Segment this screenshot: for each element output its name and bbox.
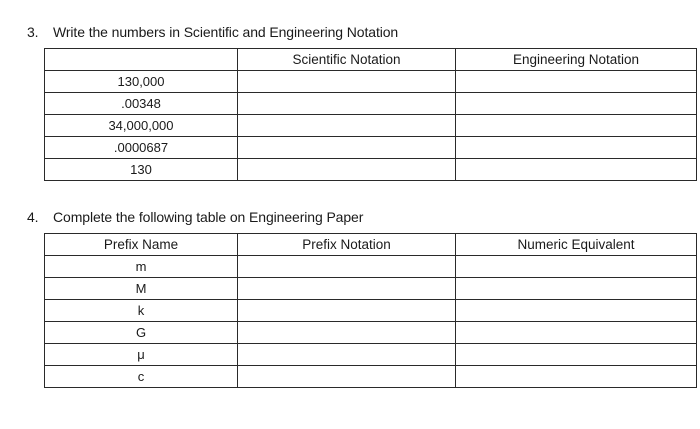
- table-header-row: [45, 49, 697, 71]
- prefix-notation-answer-cell[interactable]: [238, 256, 456, 278]
- question-3-number: 3.: [27, 24, 39, 40]
- question-3-text: Write the numbers in Scientific and Engineering Notation: [53, 24, 399, 40]
- notation-table: [44, 48, 697, 181]
- engineering-answer-cell[interactable]: [456, 71, 697, 93]
- table-row: [45, 366, 697, 388]
- scientific-answer-cell[interactable]: [238, 93, 456, 115]
- header-number: [45, 49, 238, 71]
- numeric-equivalent-answer-cell[interactable]: [456, 278, 697, 300]
- table-row: [45, 344, 697, 366]
- prefix-table: [44, 233, 697, 388]
- prefix-notation-answer-cell[interactable]: [238, 344, 456, 366]
- prefix-name-cell: m: [45, 256, 238, 278]
- prefix-notation-answer-cell[interactable]: [238, 278, 456, 300]
- number-cell: 130: [45, 159, 238, 181]
- table-row: [45, 115, 697, 137]
- numeric-equivalent-answer-cell[interactable]: [456, 344, 697, 366]
- engineering-answer-cell[interactable]: [456, 93, 697, 115]
- table-row: [45, 278, 697, 300]
- header-prefix-name: Prefix Name: [45, 234, 238, 256]
- table-row: [45, 256, 697, 278]
- prefix-name-cell: M: [45, 278, 238, 300]
- table-row: [45, 159, 697, 181]
- table-header-row: [45, 234, 697, 256]
- header-numeric-equivalent: Numeric Equivalent: [456, 234, 697, 256]
- prefix-notation-answer-cell[interactable]: [238, 322, 456, 344]
- table-row: [45, 93, 697, 115]
- scientific-answer-cell[interactable]: [238, 115, 456, 137]
- scientific-answer-cell[interactable]: [238, 159, 456, 181]
- header-engineering-notation: Engineering Notation: [456, 49, 697, 71]
- scientific-answer-cell[interactable]: [238, 137, 456, 159]
- numeric-equivalent-answer-cell[interactable]: [456, 322, 697, 344]
- prefix-name-cell: c: [45, 366, 238, 388]
- question-4-number: 4.: [27, 209, 39, 225]
- number-cell: 130,000: [45, 71, 238, 93]
- numeric-equivalent-answer-cell[interactable]: [456, 366, 697, 388]
- number-cell: .00348: [45, 93, 238, 115]
- question-4-title: [27, 209, 363, 225]
- question-4-text: Complete the following table on Engineering Paper: [53, 209, 364, 225]
- table-row: [45, 300, 697, 322]
- table-row: [45, 71, 697, 93]
- number-cell: .0000687: [45, 137, 238, 159]
- engineering-answer-cell[interactable]: [456, 115, 697, 137]
- numeric-equivalent-answer-cell[interactable]: [456, 300, 697, 322]
- numeric-equivalent-answer-cell[interactable]: [456, 256, 697, 278]
- prefix-name-cell: k: [45, 300, 238, 322]
- prefix-notation-answer-cell[interactable]: [238, 366, 456, 388]
- number-cell: 34,000,000: [45, 115, 238, 137]
- question-3-title: [27, 24, 398, 40]
- table-row: [45, 137, 697, 159]
- scientific-answer-cell[interactable]: [238, 71, 456, 93]
- prefix-name-cell: μ: [45, 344, 238, 366]
- engineering-answer-cell[interactable]: [456, 159, 697, 181]
- header-scientific-notation: Scientific Notation: [238, 49, 456, 71]
- prefix-notation-answer-cell[interactable]: [238, 300, 456, 322]
- prefix-name-cell: G: [45, 322, 238, 344]
- header-prefix-notation: Prefix Notation: [238, 234, 456, 256]
- table-row: [45, 322, 697, 344]
- engineering-answer-cell[interactable]: [456, 137, 697, 159]
